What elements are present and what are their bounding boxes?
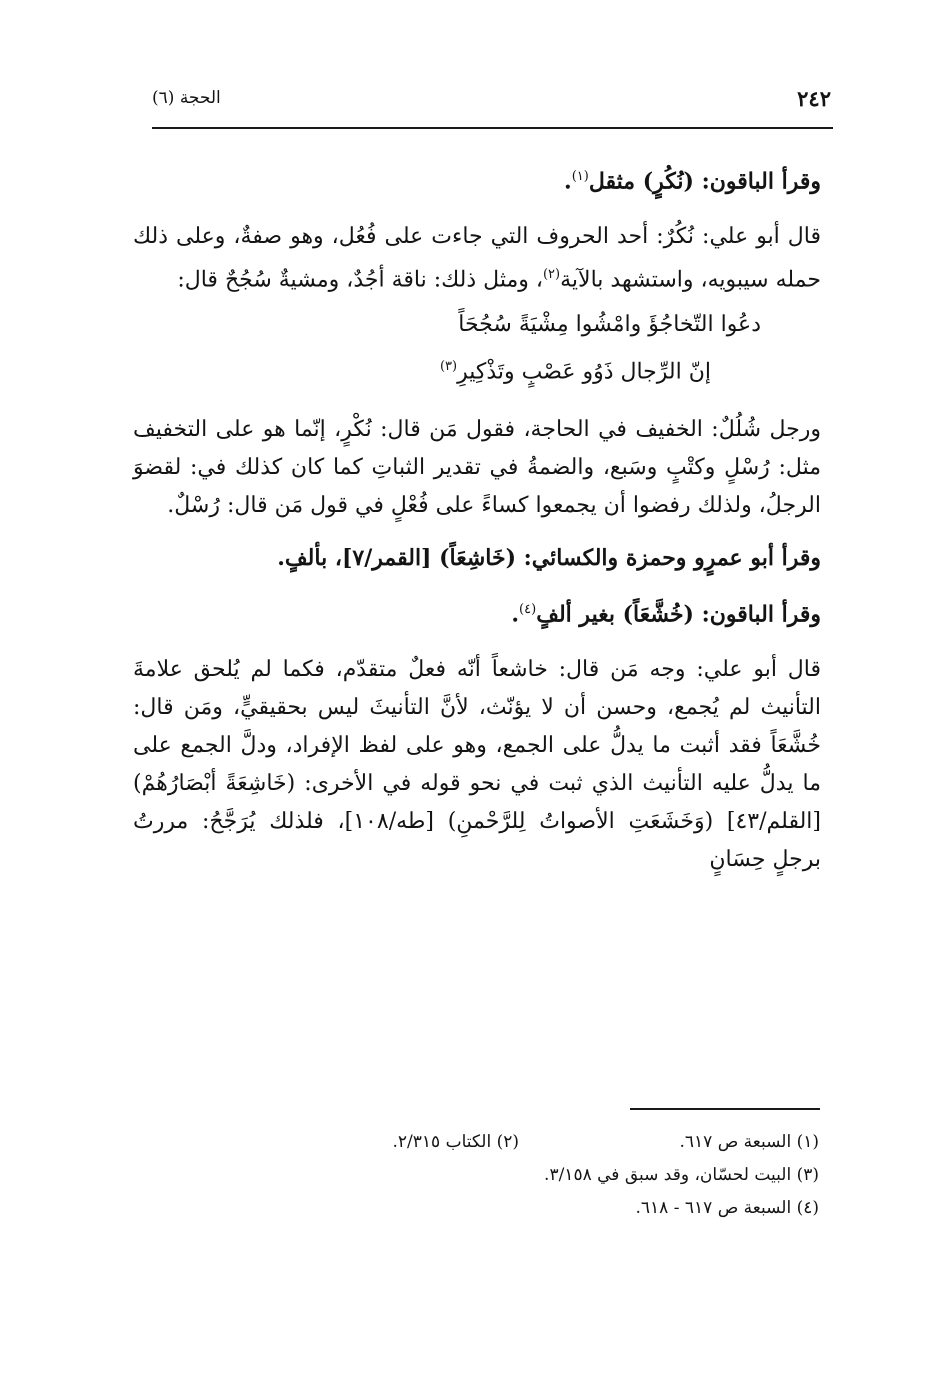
commentary-paragraph: ورجل شُلُلٌ: الخفيف في الحاجة، فقول مَن قال: نُكْرٍ، إنّما هو على التخفيف مثل: رُسْلٍ وكتْبٍ وسَبع، والضمةُ في تقدير الثباتِ كما كان كذلك في: لقضوَ الرجلُ، ولذلك رفضوا أن يجمعوا كساءً على فُعْلٍ في قول مَن قال: رُسْلٌ.	[133, 416, 821, 518]
footnote-row	[131, 1126, 819, 1159]
footnote-ref: (١)	[571, 169, 589, 184]
footnotes	[131, 1126, 819, 1225]
paragraph-text: وقرأ الباقون: (خُشَّعَاً) بغير ألفٍ	[536, 601, 821, 628]
footnote-ref: (٣)	[439, 358, 458, 374]
reading-paragraph: وقرأ أبو عمرٍو وحمزة والكسائي: (خَاشِعَاً) [القمر/٧]، بألفٍ.	[277, 544, 821, 571]
footnote-divider	[630, 1108, 820, 1110]
verse-hemistich-2	[133, 346, 821, 393]
footnote-row	[131, 1192, 819, 1225]
footnote-ref: (٤)	[519, 601, 537, 617]
footnote-4: (٤) السبعة ص ٦١٧ - ٦١٨.	[635, 1198, 819, 1218]
commentary-paragraph	[133, 218, 821, 299]
reading-paragraph: وقرأ الباقون: (نُكُرٍ) مثقل$^{(١)}$.	[564, 168, 821, 195]
paragraph-text: قال أبو علي: نُكُرٌ: أحد الحروف التي جاءت على فُعُل، وهو صفةٌ، وعلى ذلك حمله سيبويه، واستشهد بالآية	[133, 224, 821, 293]
running-title: الحجة (٦)	[152, 88, 221, 108]
footnote-2: (٢) الكتاب ٢/٣١٥.	[392, 1132, 519, 1152]
paragraph-text: ، ومثل ذلك: ناقة أجُدٌ، ومشيةٌ سُجُحٌ قال:	[177, 267, 543, 293]
main-text	[133, 158, 821, 879]
footnote-3: (٣) البيت لحسّان، وقد سبق في ٣/١٥٨.	[544, 1165, 819, 1185]
page-number: ٢٤٢	[797, 86, 831, 111]
header-divider	[152, 127, 833, 129]
footnote-row	[131, 1159, 819, 1192]
reading-paragraph: وقرأ الباقون: (خُشَّعَاً) بغير ألفٍ$^{(٤)}$.	[511, 601, 821, 628]
commentary-paragraph: قال أبو علي: وجه مَن قال: خاشعاً أنّه فعلٌ متقدّم، فكما لم يُلحق علامةَ التأنيث لم يُجمع، وحسن أن لا يؤنّث، لأنَّ التأنيثَ ليس بحقيقيٍّ، ومَن قال: خُشَّعَاً فقد أثبت ما يدلُّ على الجمع، وهو على لفظ الإفراد، ودلَّ الجمع على ما يدلُّ عليه التأنيث الذي ثبت في نحو قوله في الأخرى: (خَاشِعَةً أبْصَارُهُمْ) [القلم/٤٣] (وَخَشَعَتِ الأصواتُ لِلرَّحْمنِ) [طه/١٠٨]، فلذلك يُرَجَّحُ: مررتُ برجلٍ حِسَانٍ	[133, 657, 821, 873]
footnote-ref: (٢)	[542, 267, 561, 283]
verse-text: إنّ الرِّجال ذَوُو عَصْبٍ وتَذْكِيرِ	[457, 358, 711, 384]
footnote-1: (١) السبعة ص ٦١٧.	[679, 1132, 819, 1152]
poetry-verse	[133, 304, 821, 393]
verse-hemistich-1: دعُوا التّخاجُؤَ وامْشُوا مِشْيَةً سُجُحَاً	[458, 311, 761, 337]
paragraph-text: وقرأ الباقون: (نُكُرٍ) مثقل	[588, 168, 821, 195]
page-header	[152, 86, 831, 120]
